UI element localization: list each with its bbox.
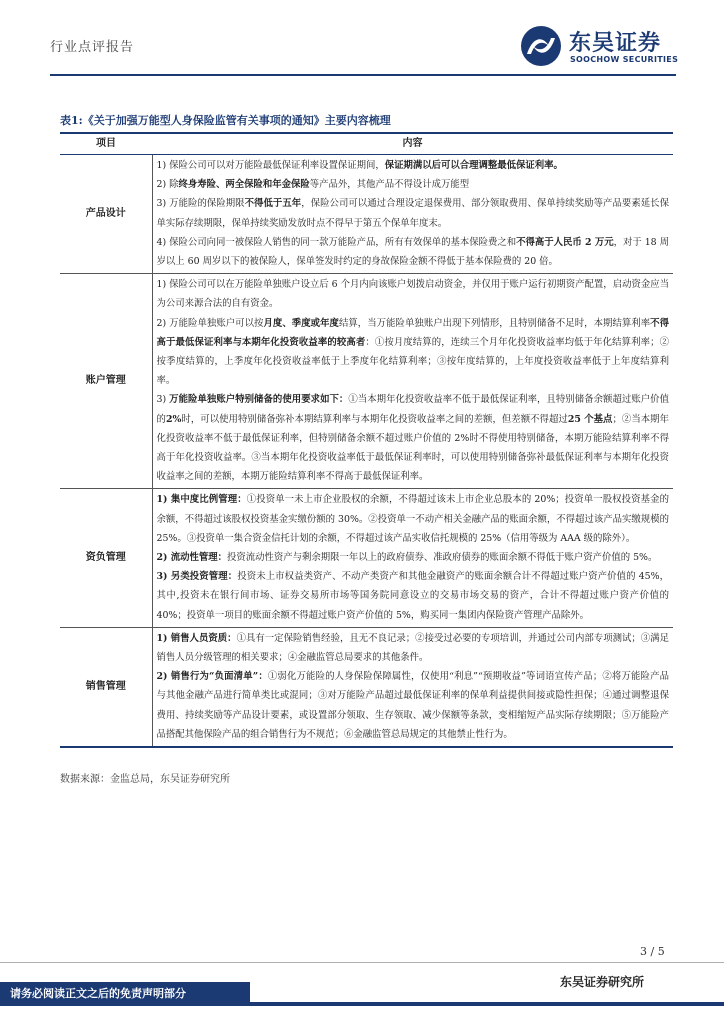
content-cell — [152, 627, 673, 747]
content-line: 2) 销售行为“负面清单”：①弱化万能险的人身保险保障属性，仅使用“利息”“预期收益”等词语宣传产品；②将万能险产品与其他金融产品进行简单类比或混同；③对万能险产品超过最低保证利率的保单利益提供间接或隐性担保；④通过调整退保费用、持续奖励等产品设计要素，或设置部分领取、生存领取、减少保额等条款，变相缩短产品实际存续期限；⑤万能险产品搭配其他保险产品的组合销售行为不规范；⑥金融监管总局规定的其他禁止性行为。 — [156, 671, 669, 740]
content-line: 1) 集中度比例管理：①投资单一未上市企业股权的余额，不得超过该未上市企业总股本的 20%；投资单一股权投资基金的余额，不得超过该股权投资基金实缴份额的 30%。②投资单一不动产相关金融产品的账面余额，不得超过该产品实缴规模的 25%。③投资单一集合资金信托计划的余额，不得超过该产品实收信托规模的 25%（信用等级为 AAA 级的除外）。 — [156, 494, 669, 544]
content-cell — [152, 489, 673, 627]
content-line: 3) 另类投资管理：投资未上市权益类资产、不动产类资产和其他金融资产的账面余额合计不得超过账户资产价值的 45%，其中,投资未在银行间市场、证券交易所市场等国务院同意设立的交易市场交易的资产，合计不得超过账户资产价值的 40%；投资单一项目的账面余额不得超过账户资产价值的 5%，购买同一集团内保险资产管理产品除外。 — [156, 571, 669, 621]
soochow-logo-icon — [519, 24, 563, 68]
content-line: 1) 销售人员资质：①具有一定保险销售经验，且无不良记录；②接受过必要的专项培训，并通过公司内部专项测试；③满足销售人员分级管理的相关要求；④金融监管总局要求的其他条件。 — [156, 632, 669, 664]
content-cell — [152, 155, 673, 274]
logo-english-name: SOOCHOW SECURITIES — [570, 55, 679, 64]
content-line: 2) 万能险单独账户可以按月度、季度或年度结算，当万能险单独账户出现下列情形，且特别储备不足时，本期结算利率不得高于最低保证利率与本期年化投资收益率的较高者：①按月度结算的，连续三个月年化投资收益率均低于年化结算利率；②按季度结算的，上季度年化投资收益率低于上季度年化结算利率；③按年度结算的，上年度投资收益率低于上年度结算利率。 — [156, 317, 669, 387]
data-source-note: 数据来源：金监总局，东吴证券研究所 — [60, 774, 230, 785]
table-row — [60, 489, 673, 627]
table-header-row — [60, 133, 673, 155]
report-type-label: 行业点评报告 — [50, 40, 135, 55]
category-cell: 产品设计 — [60, 155, 152, 274]
footer-divider — [0, 962, 724, 963]
table-title: 表1:《关于加强万能型人身保险监管有关事项的通知》主要内容梳理 — [60, 114, 391, 127]
column-header-item: 项目 — [60, 133, 152, 155]
footer-organization: 东吴证券研究所 — [560, 975, 645, 989]
page-number: 3 / 5 — [640, 945, 665, 958]
content-line: 3) 万能险的保险期限不得低于五年，保险公司可以通过合理设定退保费用、部分领取费用、保单持续奖励等产品要素延长保单实际存续期限，保单持续奖励发放时点不得早于第五个保单年度末。 — [156, 198, 669, 229]
footer-accent-bar — [250, 1002, 724, 1006]
content-line: 1) 保险公司可以在万能险单独账户设立后 6 个月内向该账户划拨启动资金，并仅用于账户运行初期资产配置，启动资金应当为公司来源合法的自有资金。 — [156, 279, 669, 310]
column-header-content: 内容 — [152, 133, 673, 155]
content-line: 1) 保险公司可以对万能险最低保证利率设置保证期间，保证期满以后可以合理调整最低保证利率。 — [156, 160, 563, 171]
content-line: 3) 万能险单独账户特别储备的使用要求如下：①当本期年化投资收益率不低于最低保证利率，且特别储备余额超过账户价值的2%时，可以使用特别储备弥补本期结算利率与本期年化投资收益率之间的差额，但差额不得超过25 个基点；②当本期年化投资收益率不低于最低保证利率，但特别储备余额不超过账户价值的 2%时不得使用特别储备，本期万能险结算利率不得高于年化投资收益率。③当本期年化投资收益率低于最低保证利率时，可以使用特别储备弥补最低保证利率与本期年化投资收益率之间的差额，本期万能险结算利率不得高于最低保证利率。 — [156, 394, 669, 483]
table-row — [60, 155, 673, 274]
company-logo — [519, 24, 679, 68]
disclaimer-banner: 请务必阅读正文之后的免责声明部分 — [0, 982, 250, 1006]
table-row — [60, 627, 673, 747]
category-cell: 账户管理 — [60, 274, 152, 489]
content-cell — [152, 274, 673, 489]
content-line: 4) 保险公司向同一被保险人销售的同一款万能险产品，所有有效保单的基本保险费之和不得高于人民币 2 万元，对于 18 周岁以上 60 周岁以下的被保险人，保单签发时约定的身故保险金额不得低于基本保险费的 20 倍。 — [156, 236, 670, 268]
category-cell: 销售管理 — [60, 627, 152, 747]
content-line: 2) 除终身寿险、两全保险和年金保险等产品外，其他产品不得设计成万能型 — [156, 179, 470, 191]
category-cell: 资负管理 — [60, 489, 152, 627]
table-row — [60, 274, 673, 489]
logo-chinese-name: 东吴证券 — [569, 31, 662, 56]
policy-summary-table — [60, 132, 673, 748]
header-divider — [50, 74, 676, 76]
content-line: 2) 流动性管理：投资流动性资产与剩余期限一年以上的政府债券、准政府债券的账面余额不得低于账户资产价值的 5%。 — [156, 552, 658, 564]
